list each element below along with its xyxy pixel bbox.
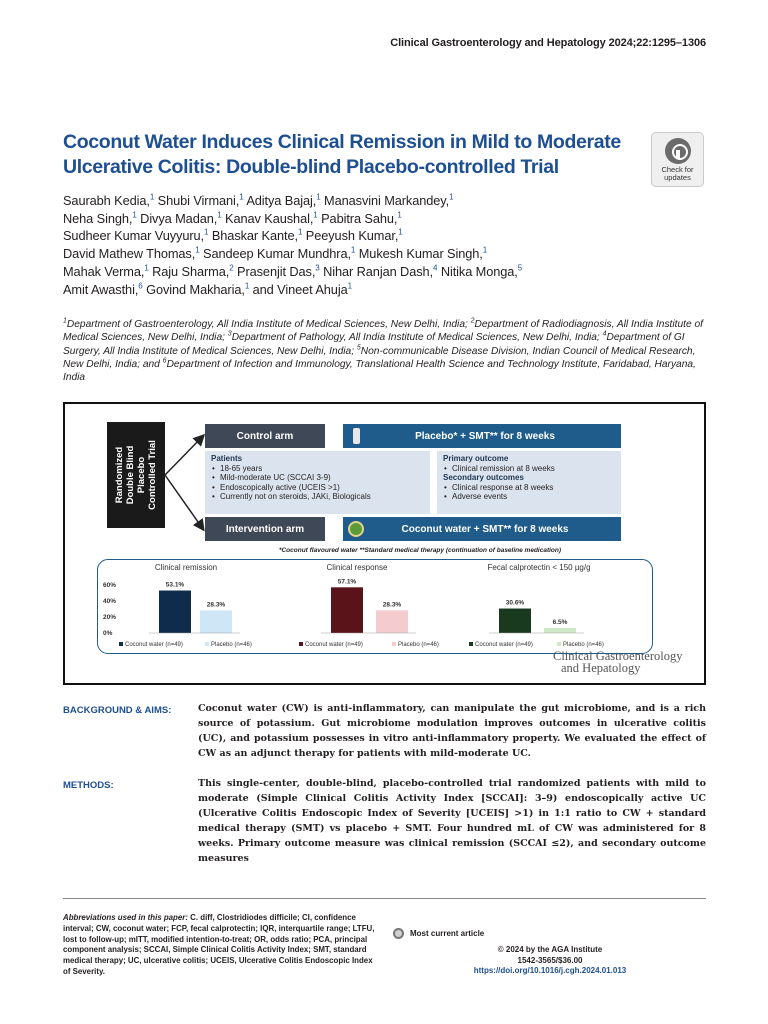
bar [331, 587, 363, 633]
intervention-arm-box: Intervention arm [205, 517, 325, 541]
author-name: Bhaskar Kante, [211, 228, 298, 244]
trial-design-line: Double Blind [125, 445, 136, 505]
author-name: Shubi Virmani, [157, 193, 240, 208]
trial-design-line: Randomized [114, 446, 125, 504]
abbreviations-prefix: Abbreviations used in this paper: [63, 913, 188, 922]
primary-outcome-heading: Primary outcome [443, 454, 509, 463]
data-label: 28.3% [206, 601, 226, 609]
legend-label: Placebo (n=46) [563, 642, 604, 648]
footer-divider [63, 898, 706, 899]
affiliation-text: Department of Radiodiagnosis, All India Institute of Medical Sciences, New Delhi, India; [63, 319, 703, 344]
author-name: Amit Awasthi, [63, 281, 139, 297]
author-affiliation-mark: 1 [482, 245, 488, 255]
check-updates-label-2: updates [664, 173, 691, 182]
author-affiliation-mark: 1 [397, 210, 402, 220]
data-label: 53.1% [165, 581, 185, 589]
section-label-background: BACKGROUND & AIMS: [63, 705, 172, 716]
bar [159, 591, 191, 633]
author-name: and Vineet Ahuja [252, 281, 348, 297]
author-name: Pabitra Sahu, [321, 210, 398, 226]
article-title: Coconut Water Induces Clinical Remission in Mild to Moderate Ulcerative Colitis: Double-blind Placebo-controlled Trial [63, 131, 621, 178]
patient-criterion: • Mild-moderate UC (SCCAI 3-9) [211, 473, 424, 483]
author-name: David Mathew Thomas, [63, 246, 196, 262]
affiliation-number: 1 [63, 317, 67, 325]
legend-label: Placebo (n=46) [398, 642, 439, 648]
author-affiliation-mark: 1 [449, 192, 454, 202]
control-arm-box: Control arm [205, 424, 325, 448]
patients-heading: Patients [211, 454, 243, 463]
data-label: 6.5% [552, 618, 568, 626]
author-affiliation-mark: 1 [204, 228, 209, 238]
author-affiliation-mark: 1 [149, 192, 155, 202]
author-name: Govind Makharia, [146, 281, 245, 297]
author-name: Prasenjit Das, [237, 263, 316, 279]
doi-link[interactable]: https://doi.org/10.1016/j.cgh.2024.01.013 [473, 966, 627, 975]
legend-label: Coconut water (n=49) [125, 642, 183, 648]
legend-swatch [469, 642, 473, 646]
author-name: Manasvini Markandey, [324, 193, 450, 208]
abbreviations-text: C. diff, Clostridiodes difficile; CI, confidence interval; CW, coconut water; FCP, fecal calprotectin; IQR, interquartile range; LTFU, lost to follow-up; mITT, modified intention-to-treat; OR, odds ratio; PCA, principal component analysis; SCCAI, Simple Clinical Colitis Activity Index; SMT, standard medical therapy; UC, ulcerative colitis; UCEIS, Ulcerative Colitis Endoscopic Index of Severity. [63, 913, 375, 976]
author-name: Kanav Kaushal, [225, 210, 314, 226]
data-label: 30.6% [505, 599, 525, 607]
patient-criterion: • 18-65 years [211, 464, 424, 474]
journal-logo [553, 650, 682, 674]
affiliation-number: 2 [470, 317, 475, 325]
most-current-label: Most current article [410, 929, 485, 938]
journal-reference: Clinical Gastroenterology and Hepatology 2024;22:1295–1306 [390, 37, 706, 49]
journal-logo-line: Clinical Gastroenterology [553, 649, 683, 663]
chart-title: Fecal calprotectin < 150 µg/g [487, 563, 591, 572]
author-name: Mahak Verma, [63, 263, 145, 279]
copyright-line: © 2024 by the AGA Institute [497, 945, 603, 954]
author-affiliation-mark: 1 [316, 192, 321, 202]
bar [376, 610, 408, 633]
affiliation-number: 5 [356, 344, 361, 352]
legend-swatch [119, 642, 123, 646]
y-tick-label: 60% [103, 582, 117, 589]
check-updates-label-1: Check for [661, 165, 694, 174]
y-tick-label: 0% [103, 630, 113, 637]
author-affiliation-mark: 1 [144, 263, 149, 273]
author-name: Sandeep Kumar Mundhra, [203, 246, 351, 262]
author-name: Nihar Ranjan Dash, [323, 263, 433, 279]
author-affiliation-mark: 5 [517, 263, 523, 273]
legend-label: Coconut water (n=49) [475, 642, 533, 648]
affiliation-number: 4 [602, 330, 607, 338]
author-name: Sudheer Kumar Vuyyuru, [63, 228, 205, 244]
most-current-link[interactable] [393, 928, 484, 939]
author-affiliation-mark: 1 [313, 210, 318, 220]
affiliation-text: Department of Infection and Immunology, Translational Health Science and Technology Institute, Faridabad, Haryana, India [63, 358, 696, 384]
chart-title: Clinical remission [154, 563, 218, 572]
author-name: Peeyush Kumar, [305, 228, 399, 244]
author-name: Raju Sharma, [152, 263, 230, 279]
legend-label: Placebo (n=46) [211, 642, 252, 648]
intervention-treatment-label: Coconut water + SMT** for 8 weeks [401, 523, 569, 535]
author-affiliation-mark: 1 [398, 228, 403, 238]
legend-swatch [557, 642, 561, 646]
y-tick-label: 20% [103, 614, 117, 621]
affiliation-number: 3 [227, 330, 232, 338]
author-affiliation-mark: 6 [138, 281, 143, 291]
copyright-block [440, 945, 660, 977]
section-label-methods: METHODS: [63, 780, 114, 791]
ga-footnote: *Coconut flavoured water **Standard medical therapy (continuation of baseline medication) [278, 547, 562, 554]
crossmark-icon [393, 928, 404, 939]
legend-swatch [205, 642, 209, 646]
affiliation-number: 6 [162, 357, 167, 365]
patient-criterion: • Currently not on steroids, JAKi, Biologicals [211, 492, 424, 502]
trial-design-line: Controlled Trial [147, 440, 158, 510]
author-affiliation-mark: 3 [315, 263, 320, 273]
bar [544, 628, 576, 633]
legend-swatch [392, 642, 396, 646]
author-affiliation-mark: 1 [297, 228, 303, 238]
secondary-outcome-heading: Secondary outcomes [443, 473, 524, 482]
author-affiliation-mark: 2 [229, 263, 234, 273]
secondary-outcome-item: • Adverse events [443, 492, 615, 502]
affiliation-text: Department of Gastroenterology, All India Institute of Medical Sciences, New Delhi, India; [66, 319, 471, 330]
author-affiliation-mark: 1 [217, 210, 222, 220]
primary-outcome-item: • Clinical remission at 8 weeks [443, 464, 615, 474]
affiliation-text: Department of Pathology, All India Institute of Medical Sciences, New Delhi, India; [231, 332, 603, 344]
section-text-methods: This single-center, double-blind, placebo-controlled trial randomized patients with mild to moderate (Simple Clinical Colitis Activity Index [SCCAI]: 3–9) endoscopically active UC (Ulcerative Colitis Endoscopic Index of Severity [UCEIS] >1) in 1:1 ratio to CW + standard medical therapy (SMT) vs placebo + SMT. Four hundred mL of CW was administered for 8 weeks. Primary outcome measure was clinical remission (SCCAI ≤2), and secondary outcome measures [198, 778, 706, 864]
author-name: Saurabh Kedia, [63, 193, 150, 208]
abbreviations [63, 913, 381, 978]
author-name: Mukesh Kumar Singh, [358, 246, 483, 262]
trial-design-line: Placebo [136, 456, 147, 494]
author-affiliation-mark: 1 [244, 281, 250, 291]
affiliation-text: Non-communicable Disease Division, Indian Council of Medical Research, New Delhi, India; and [63, 345, 696, 370]
section-text-background: Coconut water (CW) is anti-inflammatory, can manipulate the gut microbiome, and is a rich source of potassium. Gut microbiome modulation improves outcomes in ulcerative colitis (UC), and potassium possesses in vitro anti-inflammatory property. We evaluated the effect of CW as an adjunct therapy for patients with mild-moderate UC. [198, 703, 706, 759]
author-affiliation-mark: 1 [132, 210, 137, 220]
author-affiliation-mark: 1 [350, 245, 356, 255]
author-name: Nitika Monga, [440, 263, 518, 279]
secondary-outcome-item: • Clinical response at 8 weeks [443, 483, 615, 493]
issn-line: 1542-3565/$36.00 [517, 955, 583, 965]
patient-criterion: • Endoscopically active (UCEIS >1) [211, 483, 424, 493]
journal-logo-line: and Hepatology [561, 661, 641, 675]
legend-label: Coconut water (n=49) [305, 642, 363, 648]
y-tick-label: 40% [103, 598, 117, 605]
bar [200, 610, 232, 633]
author-affiliation-mark: 1 [239, 192, 244, 202]
author-name: Aditya Bajaj, [246, 193, 317, 208]
chart-title: Clinical response [326, 563, 388, 572]
affiliation-text: Department of GI Surgery, All India Institute of Medical Sciences, New Delhi, India; [63, 332, 685, 357]
legend-swatch [299, 642, 303, 646]
data-label: 28.3% [382, 601, 402, 609]
author-affiliation-mark: 4 [432, 263, 438, 273]
control-treatment-label: Placebo* + SMT** for 8 weeks [415, 430, 555, 442]
author-name: Divya Madan, [140, 210, 218, 226]
author-affiliation-mark: 1 [347, 281, 352, 291]
data-label: 57.1% [337, 578, 357, 586]
author-name: Neha Singh, [63, 210, 133, 226]
bar [499, 609, 531, 633]
author-affiliation-mark: 1 [195, 245, 200, 255]
